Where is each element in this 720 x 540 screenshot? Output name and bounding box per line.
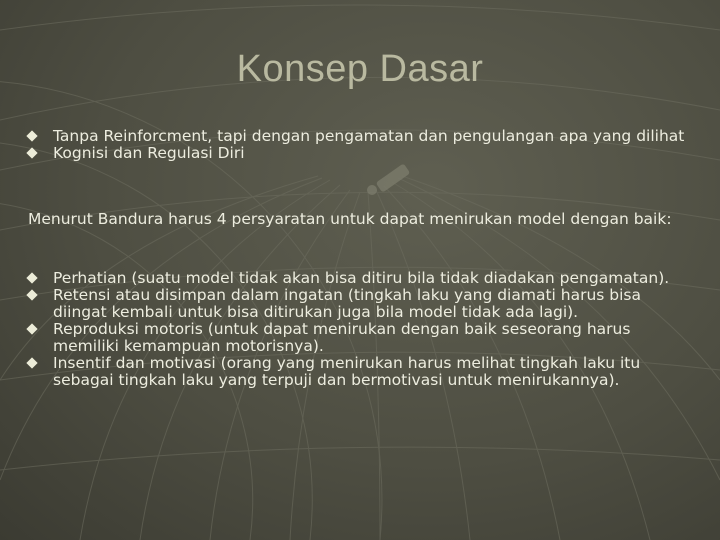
paragraph-text: Menurut Bandura harus 4 persyaratan untuk dapat menirukan model dengan baik: xyxy=(28,210,672,228)
list-item-text: Perhatian (suatu model tidak akan bisa ditiru bila tidak diadakan pengamatan). xyxy=(53,269,670,287)
diamond-bullet-icon xyxy=(26,147,37,158)
list-item xyxy=(28,270,698,287)
list-item-text: Reproduksi motoris (untuk dapat menirukan dengan baik seseorang harus memiliki kemampuan motorisnya). xyxy=(53,320,631,355)
list-item xyxy=(28,145,698,162)
list-item-text: Insentif dan motivasi (orang yang menirukan harus melihat tingkah laku itu sebagai tingkah laku yang terpuji dan bermotivasi untuk menirukannya). xyxy=(53,354,641,389)
diamond-bullet-icon xyxy=(26,272,37,283)
list-item-text: Retensi atau disimpan dalam ingatan (tingkah laku yang diamati harus bisa diingat kembali untuk bisa ditirukan juga bila model tidak ada lagi). xyxy=(53,286,642,321)
list-item xyxy=(28,287,698,321)
top-bullet-list xyxy=(28,128,698,162)
intro-paragraph xyxy=(28,211,688,228)
list-item-text: Tanpa Reinforcment, tapi dengan pengamatan dan pengulangan apa yang dilihat xyxy=(53,127,685,145)
diamond-bullet-icon xyxy=(26,130,37,141)
list-item xyxy=(28,321,698,355)
list-item xyxy=(28,128,698,145)
diamond-bullet-icon xyxy=(26,357,37,368)
list-item-text: Kognisi dan Regulasi Diri xyxy=(53,144,245,162)
list-item xyxy=(28,355,698,389)
diamond-bullet-icon xyxy=(26,323,37,334)
slide-title: Konsep Dasar xyxy=(236,48,484,90)
diamond-bullet-icon xyxy=(26,289,37,300)
requirements-list xyxy=(28,270,698,389)
